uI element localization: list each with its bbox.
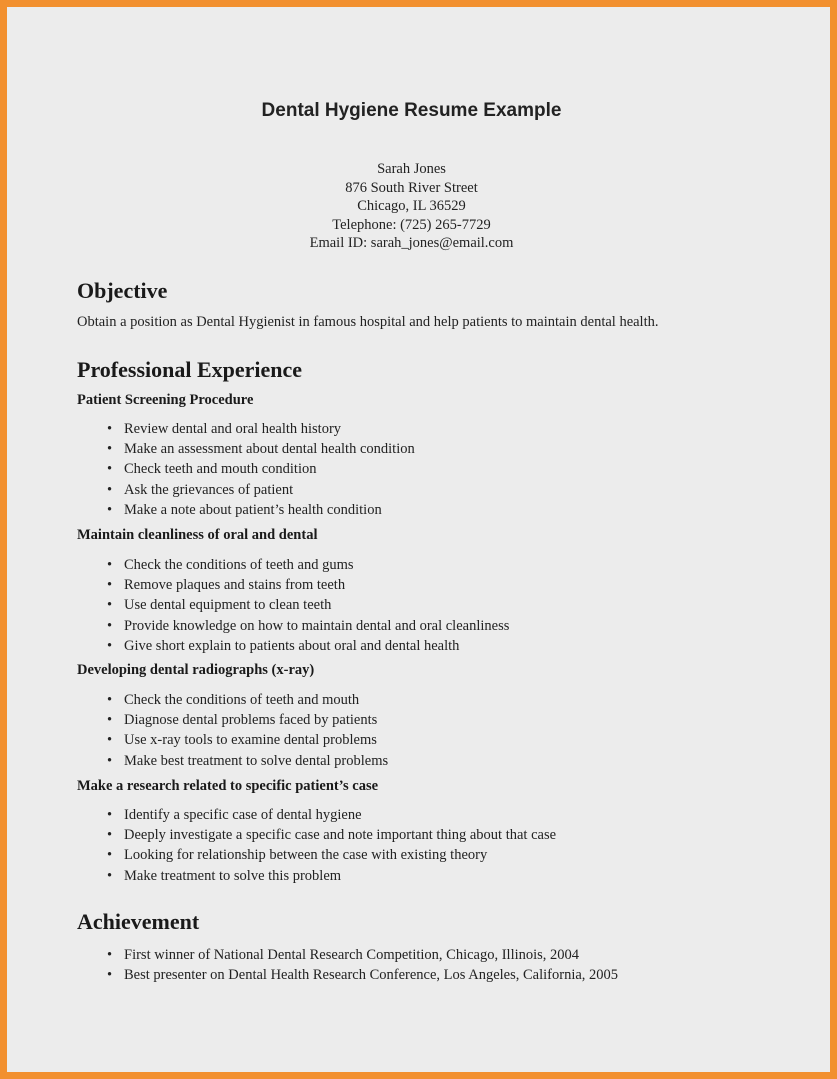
contact-block [0, 160, 830, 253]
list-item: • Give short explain to patients about oral and dental health [107, 636, 509, 656]
bullet-icon: • [107, 577, 113, 594]
bullet-icon: • [107, 637, 113, 654]
bullet-icon: • [107, 597, 113, 614]
bullet-icon: • [107, 947, 113, 963]
list-item: • Make a note about patient’s health condition [107, 500, 415, 520]
objective-text: Obtain a position as Dental Hygienist in famous hospital and help patients to maintain dental health. [77, 314, 659, 330]
list-item: • Use dental equipment to clean teeth [107, 595, 509, 615]
list-item: • Use x-ray tools to examine dental problems [107, 730, 388, 750]
list-item: • Diagnose dental problems faced by patients [107, 710, 388, 730]
list-item: • Review dental and oral health history [107, 419, 415, 439]
achievement-heading: Achievement [77, 909, 200, 934]
bullet-icon: • [107, 847, 113, 864]
bullet-icon: • [107, 752, 113, 769]
achievement-list [107, 945, 618, 985]
list-item: • First winner of National Dental Research Competition, Chicago, Illinois, 2004 [107, 945, 618, 965]
list-item: • Make an assessment about dental health condition [107, 439, 415, 459]
experience-group-list [107, 555, 509, 656]
bullet-icon: • [107, 712, 113, 729]
contact-name: Sarah Jones [377, 161, 446, 177]
list-item: • Ask the grievances of patient [107, 480, 415, 500]
list-item: • Identify a specific case of dental hygiene [107, 805, 556, 825]
bullet-icon: • [107, 807, 113, 823]
bullet-icon: • [107, 692, 113, 708]
experience-group-list [107, 805, 556, 886]
list-item: • Check the conditions of teeth and gums [107, 555, 509, 575]
bullet-icon: • [107, 421, 113, 437]
experience-group-title: Make a research related to specific patient’s case [77, 778, 379, 794]
experience-group-title: Maintain cleanliness of oral and dental [77, 527, 318, 543]
bullet-icon: • [107, 867, 113, 884]
experience-heading: Professional Experience [77, 357, 303, 382]
contact-street: 876 South River Street [345, 179, 478, 196]
contact-city: Chicago, IL 36529 [357, 198, 466, 214]
list-item: • Check teeth and mouth condition [107, 459, 415, 479]
list-item: • Best presenter on Dental Health Research Conference, Los Angeles, California, 2005 [107, 965, 618, 985]
bullet-icon: • [107, 501, 113, 518]
contact-email: Email ID: sarah_jones@email.com [309, 235, 514, 251]
bullet-icon: • [107, 461, 113, 478]
bullet-icon: • [107, 617, 113, 634]
bullet-icon: • [107, 557, 113, 573]
contact-phone: Telephone: (725) 265-7729 [332, 216, 491, 233]
list-item: • Provide knowledge on how to maintain dental and oral cleanliness [107, 616, 509, 636]
list-item: • Remove plaques and stains from teeth [107, 575, 509, 595]
list-item: • Make treatment to solve this problem [107, 866, 556, 886]
experience-group-title: Patient Screening Procedure [77, 392, 254, 408]
bullet-icon: • [107, 967, 113, 984]
bullet-icon: • [107, 441, 113, 458]
bullet-icon: • [107, 827, 113, 844]
list-item: • Deeply investigate a specific case and note important thing about that case [107, 825, 556, 845]
experience-group-title: Developing dental radiographs (x-ray) [77, 662, 315, 678]
list-item: • Check the conditions of teeth and mouth [107, 690, 388, 710]
experience-group-list [107, 690, 388, 771]
bullet-icon: • [107, 732, 113, 749]
objective-heading: Objective [77, 278, 168, 303]
experience-group-list [107, 419, 415, 520]
bullet-icon: • [107, 481, 113, 498]
list-item: • Looking for relationship between the case with existing theory [107, 845, 556, 865]
list-item: • Make best treatment to solve dental problems [107, 751, 388, 771]
document-title: Dental Hygiene Resume Example [261, 100, 562, 121]
